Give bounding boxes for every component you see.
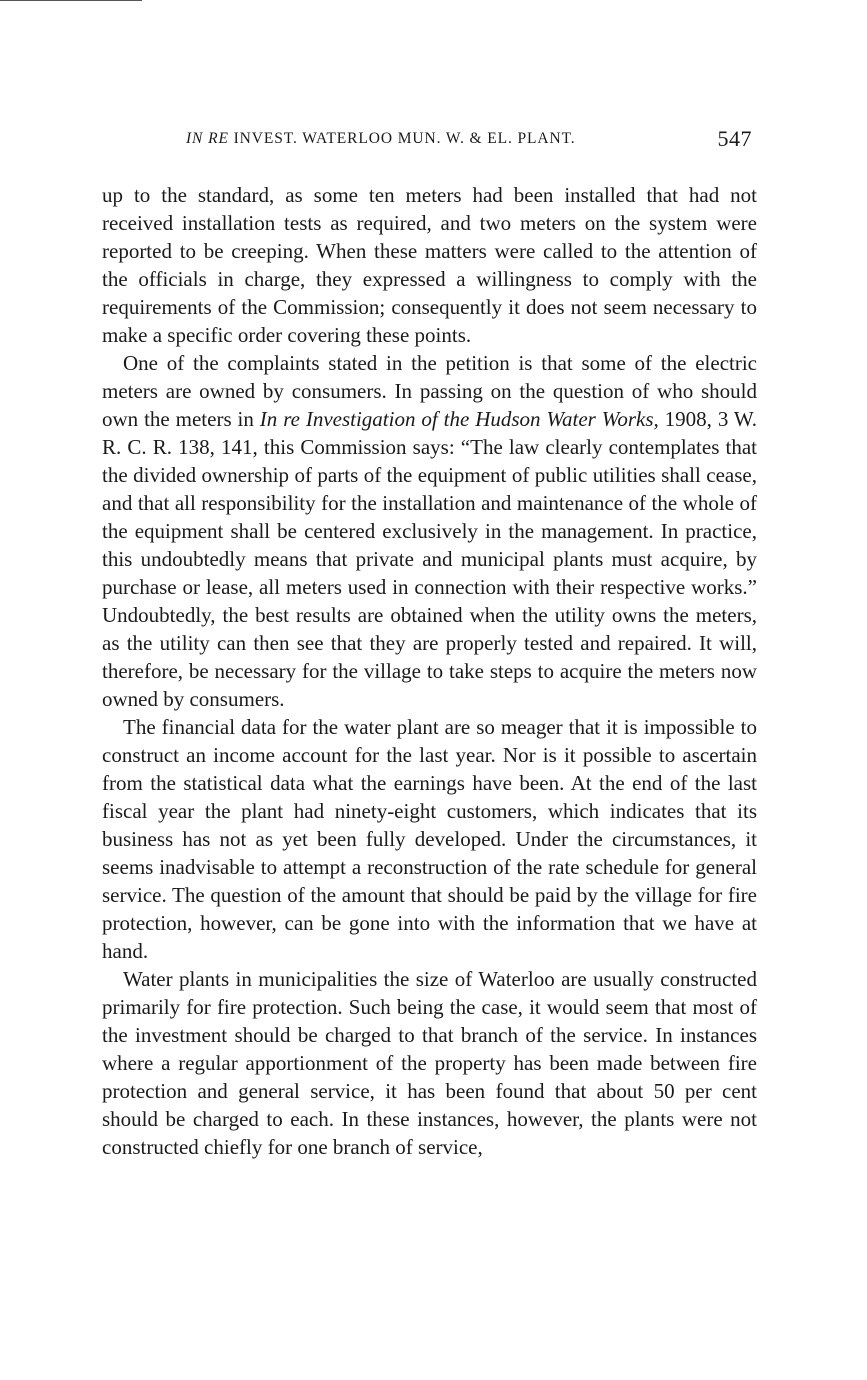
running-title-prefix: IN RE (186, 130, 229, 147)
running-title (186, 130, 576, 148)
paragraph-fire-protection: Water plants in municipalities the size of Waterloo are usually constructed primarily for fire protection. Such being the case, it would seem that most of the investment should be charged to that branch of the service. In instances where a regular apportionment of the property has been made between fire protection and general service, it has been found that about 50 per cent should be charged to each. In these instances, however, the plants were not constructed chiefly for one branch of service, (102, 967, 757, 1159)
paragraph-financial-data: The financial data for the water plant are so meager that it is impossible to construct an income account for the last year. Nor is it possible to ascertain from the statistical data what the earnings have been. At the end of the last fiscal year the plant had ninety-eight customers, which indicates that its business has not as yet been fully developed. Under the circumstances, it seems inadvisable to attempt a reconstruction of the rate schedule for general service. The question of the amount that should be paid by the village for fire protection, however, can be gone into with the information that we have at hand. (102, 715, 757, 963)
case-citation: In re Investigation of the Hudson Water Works, (259, 407, 659, 431)
paragraph-text: 1908, 3 W. R. C. R. 138, 141, this Commission says: “The law clearly contemplates that the divided ownership of parts of the equipment of public utilities shall cease, and that all responsibility for the installation and maintenance of the whole of the equipment shall be centered exclusively in the management. In practice, this undoubtedly means that private and municipal plants must acquire, by purchase or lease, all meters used in connection with their respective works.” Undoubtedly, the best results are obtained when the utility owns the meters, as the utility can then see that they are properly tested and repaired. It will, therefore, be necessary for the village to take steps to acquire the meters now owned by consumers. (102, 407, 758, 711)
page-number: 547 (717, 126, 752, 151)
running-title-rest: INVEST. WATERLOO MUN. W. & EL. PLANT. (228, 130, 576, 147)
running-head (102, 126, 752, 154)
paragraph-meter-ownership (102, 349, 757, 713)
corner-rule (0, 0, 142, 1)
paragraph-continuation: up to the standard, as some ten meters had been installed that had not received installation tests as required, and two meters on the system were reported to be creeping. When these matters were called to the attention of the officials in charge, they expressed a willingness to comply with the requirements of the Commission; consequently it does not seem necessary to make a specific order covering these points. (102, 183, 757, 347)
body-text (102, 181, 757, 1161)
paragraph-text: One of the complaints stated in the petition is that some of the electric meters are owned by consumers. In passing on the question of who should own the meters in (102, 351, 757, 431)
